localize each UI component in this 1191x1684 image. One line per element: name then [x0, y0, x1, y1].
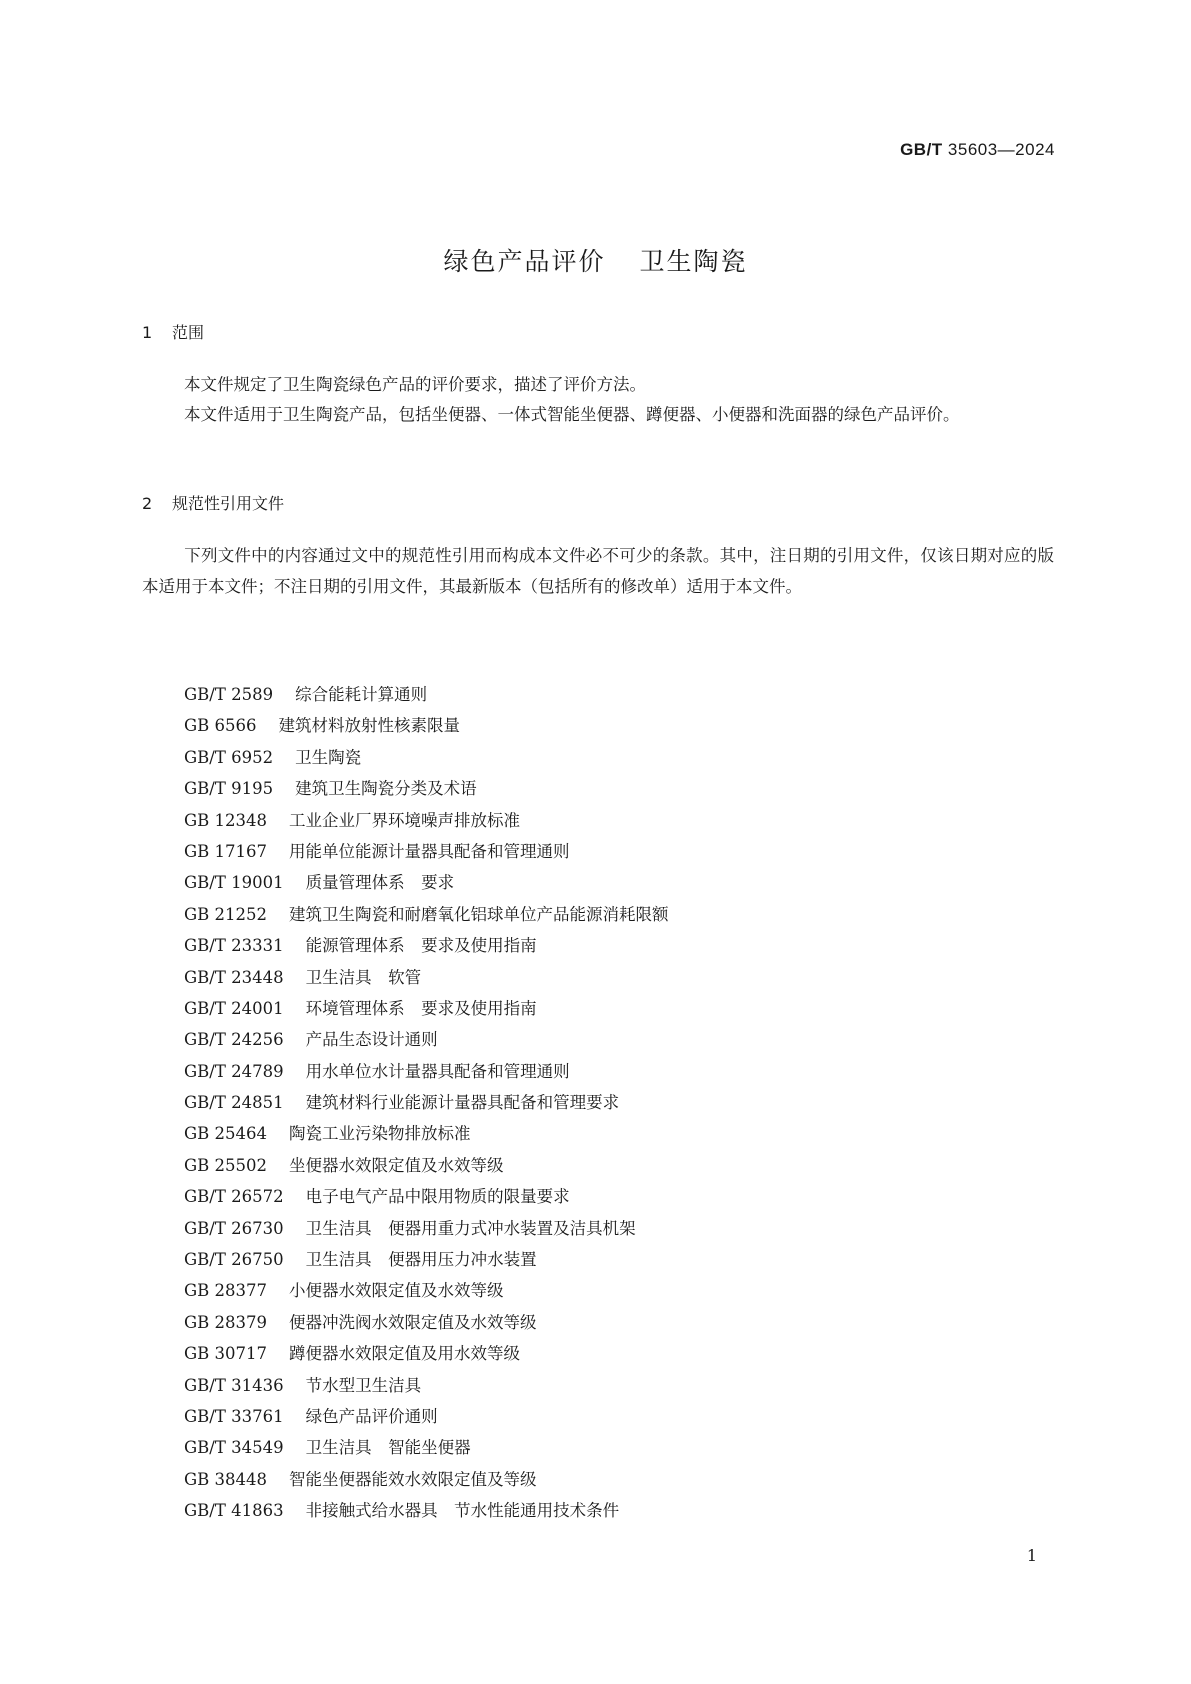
reference-title: 能源管理体系 要求及使用指南 — [305, 936, 537, 956]
reference-code: GB/T 24789 — [184, 1061, 284, 1081]
reference-title: 综合能耗计算通则 — [295, 685, 428, 704]
reference-item — [184, 1244, 669, 1275]
reference-title: 坐便器水效限定值及水效等级 — [289, 1155, 504, 1175]
reference-code: GB/T 23448 — [184, 967, 284, 987]
reference-code: GB/T 33761 — [184, 1406, 284, 1426]
reference-item — [184, 1495, 669, 1526]
reference-code: GB 28377 — [184, 1281, 268, 1301]
reference-code: GB/T 34549 — [184, 1438, 284, 1458]
reference-title: 卫生洁具 软管 — [305, 967, 422, 987]
reference-title: 卫生陶瓷 — [295, 747, 362, 767]
reference-code: GB 12348 — [184, 810, 268, 830]
reference-code: GB/T 26750 — [184, 1250, 284, 1270]
reference-title: 建筑材料放射性核素限量 — [278, 716, 461, 736]
reference-item — [184, 1118, 669, 1149]
reference-code: GB/T 31436 — [184, 1375, 284, 1395]
reference-item — [184, 962, 669, 993]
reference-code: GB/T 6952 — [184, 747, 274, 767]
reference-title: 智能坐便器能效水效限定值及等级 — [289, 1469, 537, 1489]
reference-code: GB/T 26572 — [184, 1187, 284, 1207]
reference-item — [184, 1056, 669, 1087]
document-title-part2: 卫生陶瓷 — [639, 247, 748, 276]
reference-code: GB/T 9195 — [184, 779, 274, 799]
reference-code: GB/T 41863 — [184, 1501, 284, 1521]
reference-item — [184, 1432, 669, 1463]
reference-item — [184, 710, 669, 741]
section-2-heading — [142, 491, 284, 514]
reference-title: 陶瓷工业污染物排放标准 — [289, 1124, 471, 1144]
document-title-part1: 绿色产品评价 — [443, 247, 606, 276]
reference-title: 非接触式给水器具 节水性能通用技术条件 — [305, 1501, 620, 1521]
reference-title: 绿色产品评价通则 — [305, 1406, 438, 1426]
reference-code: GB/T 2589 — [184, 685, 274, 704]
reference-code: GB 30717 — [184, 1344, 268, 1364]
section-2-number: 2 — [142, 494, 153, 513]
reference-item — [184, 1181, 669, 1212]
reference-title: 小便器水效限定值及水效等级 — [289, 1281, 504, 1301]
reference-item — [184, 836, 669, 867]
section-1-paragraph-2: 本文件适用于卫生陶瓷产品，包括坐便器、一体式智能坐便器、蹲便器、小便器和洗面器的绿色产品评价。 — [184, 405, 960, 424]
reference-title: 产品生态设计通则 — [305, 1030, 438, 1050]
section-1-paragraph-1: 本文件规定了卫生陶瓷绿色产品的评价要求，描述了评价方法。 — [184, 375, 646, 394]
reference-code: GB/T 24001 — [184, 998, 284, 1018]
reference-title: 用能单位能源计量器具配备和管理通则 — [289, 841, 570, 861]
section-1-title: 范围 — [172, 323, 205, 342]
standard-code-prefix: GB/T — [900, 140, 943, 159]
reference-title: 卫生洁具 智能坐便器 — [305, 1438, 471, 1458]
reference-item — [184, 930, 669, 961]
reference-code: GB 25502 — [184, 1155, 268, 1175]
reference-title: 蹲便器水效限定值及用水效等级 — [289, 1344, 521, 1364]
reference-title: 卫生洁具 便器用压力冲水装置 — [305, 1250, 537, 1270]
reference-item — [184, 993, 669, 1024]
reference-item — [184, 1464, 669, 1495]
reference-title: 建筑卫生陶瓷和耐磨氧化铝球单位产品能源消耗限额 — [289, 904, 669, 924]
reference-title: 工业企业厂界环境噪声排放标准 — [289, 810, 521, 830]
reference-code: GB/T 24256 — [184, 1030, 284, 1050]
section-1-heading — [142, 320, 204, 343]
reference-code: GB 17167 — [184, 841, 268, 861]
standard-code-number: 35603—2024 — [947, 140, 1055, 159]
section-2-title: 规范性引用文件 — [172, 494, 285, 513]
reference-item — [184, 1370, 669, 1401]
reference-title: 节水型卫生洁具 — [305, 1375, 422, 1395]
reference-title: 便器冲洗阀水效限定值及水效等级 — [289, 1312, 537, 1332]
reference-item — [184, 679, 669, 710]
standard-code — [900, 140, 1055, 160]
reference-code: GB/T 19001 — [184, 873, 284, 893]
reference-title: 用水单位水计量器具配备和管理通则 — [305, 1061, 570, 1081]
section-2-paragraph-1: 下列文件中的内容通过文中的规范性引用而构成本文件必不可少的条款。其中，注日期的引用文件，仅该日期对应的版本适用于本文件；不注日期的引用文件，其最新版本（包括所有的修改单）适用于本文件。 — [142, 546, 1054, 596]
reference-title: 电子电气产品中限用物质的限量要求 — [305, 1187, 570, 1207]
reference-item — [184, 1150, 669, 1181]
reference-item — [184, 1213, 669, 1244]
reference-item — [184, 1401, 669, 1432]
reference-title: 质量管理体系 要求 — [305, 873, 455, 893]
reference-code: GB 21252 — [184, 904, 268, 924]
reference-item — [184, 899, 669, 930]
reference-item — [184, 742, 669, 773]
reference-code: GB/T 26730 — [184, 1218, 284, 1238]
reference-item — [184, 1087, 669, 1118]
reference-item — [184, 805, 669, 836]
reference-code: GB 25464 — [184, 1124, 268, 1144]
reference-item — [184, 1024, 669, 1055]
reference-item — [184, 773, 669, 804]
section-1-number: 1 — [142, 323, 153, 342]
reference-title: 建筑材料行业能源计量器具配备和管理要求 — [305, 1093, 620, 1113]
reference-code: GB 38448 — [184, 1469, 268, 1489]
reference-code: GB/T 23331 — [184, 936, 284, 956]
reference-item — [184, 1338, 669, 1369]
reference-title: 环境管理体系 要求及使用指南 — [305, 998, 537, 1018]
reference-item — [184, 1307, 669, 1338]
reference-code: GB 28379 — [184, 1312, 268, 1332]
reference-item — [184, 1275, 669, 1306]
reference-item — [184, 867, 669, 898]
reference-code: GB/T 24851 — [184, 1093, 284, 1113]
document-title — [0, 242, 1191, 278]
reference-title: 卫生洁具 便器用重力式冲水装置及洁具机架 — [305, 1218, 636, 1238]
page-number: 1 — [1026, 1546, 1037, 1565]
normative-references-list — [184, 679, 669, 1527]
reference-code: GB 6566 — [184, 716, 257, 736]
reference-title: 建筑卫生陶瓷分类及术语 — [295, 779, 477, 799]
